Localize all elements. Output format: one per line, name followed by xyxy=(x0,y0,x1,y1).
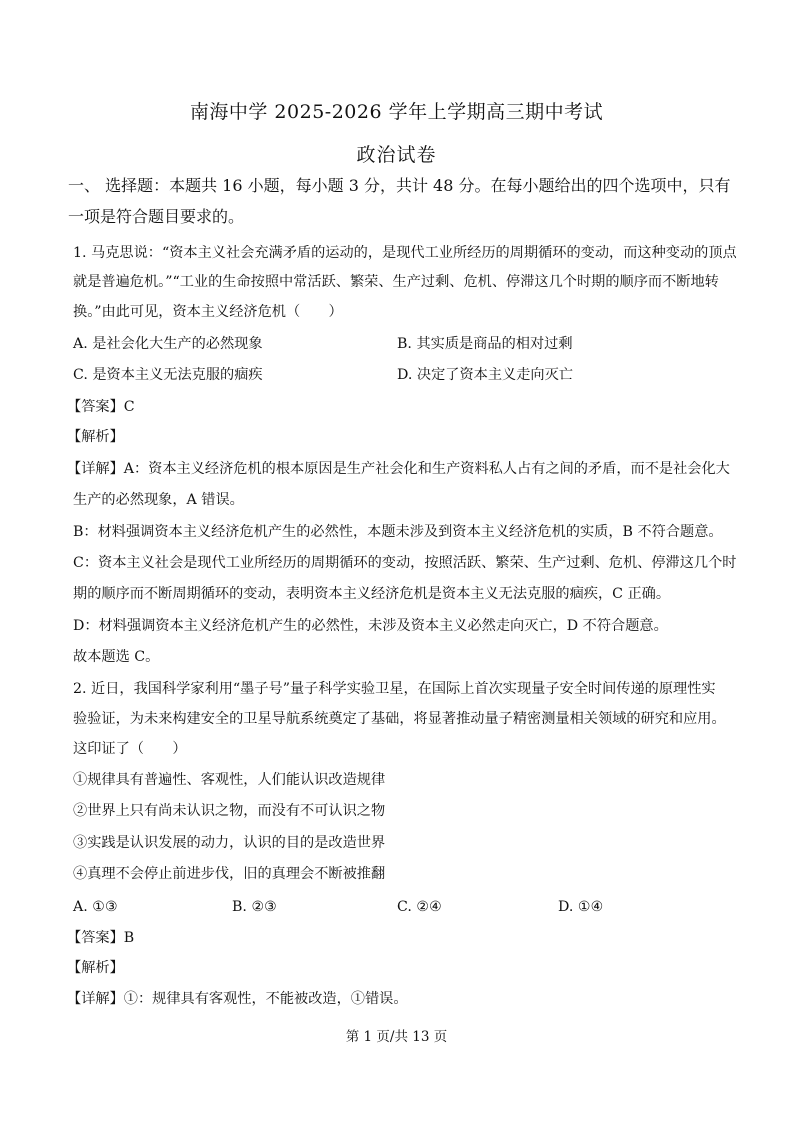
q1-detail-line3: B：材料强调资本主义经济危机产生的必然性，本题未涉及到资本主义经济危机的实质，B 不符合题意。 xyxy=(73,524,723,540)
page-number: 第 1 页/共 13 页 xyxy=(345,1029,448,1045)
q1-option-d: D. 决定了资本主义走向灭亡 xyxy=(397,367,573,383)
q1-stem-line3: 换。”由此可见，资本主义经济危机（ ） xyxy=(73,304,343,320)
exam-subtitle: 政治试卷 xyxy=(356,144,437,166)
q2-item-4: ④真理不会停止前进步伐，旧的真理会不断被推翻 xyxy=(73,866,386,882)
q1-stem-line2: 就是普遍危机。”“工业的生命按照中常活跃、繁荣、生产过剩、危机、停滞这几个时期的顺序而不断地转 xyxy=(73,274,719,290)
q2-item-2: ②世界上只有尚未认识之物，而没有不可认识之物 xyxy=(73,803,386,819)
section-instruction-line1: 一、 选择题：本题共 16 小题，每小题 3 分，共计 48 分。在每小题给出的四个选项中，只有 xyxy=(68,176,731,195)
q1-detail-line1: 【详解】A：资本主义经济危机的根本原因是生产社会化和生产资料私人占有之间的矛盾，而不是社会化大 xyxy=(67,461,730,477)
q2-option-a: A. ①③ xyxy=(73,899,118,915)
q2-stem-line2: 验验证，为未来构建安全的卫星导航系统奠定了基础，将显著推动量子精密测量相关领域的研究和应用。 xyxy=(73,711,726,727)
q1-analysis-label: 【解析】 xyxy=(67,429,124,445)
q2-option-b: B. ②③ xyxy=(232,899,277,915)
q1-conclusion: 故本题选 C。 xyxy=(73,649,160,665)
q2-analysis-label: 【解析】 xyxy=(67,960,124,976)
q2-item-1: ①规律具有普遍性、客观性，人们能认识改造规律 xyxy=(73,772,386,788)
q1-stem-line1: 1. 马克思说：“资本主义社会充满矛盾的运动的，是现代工业所经历的周期循环的变动，而这种变动的顶点 xyxy=(73,245,737,261)
q1-detail-line5: 期的顺序而不断周期循环的变动，表明资本主义经济危机是资本主义无法克服的痼疾，C 正确。 xyxy=(73,586,671,602)
q2-option-c: C. ②④ xyxy=(397,899,442,915)
q2-detail-line1: 【详解】①：规律具有客观性，不能被改造，①错误。 xyxy=(67,991,408,1007)
exam-title: 南海中学 2025-2026 学年上学期高三期中考试 xyxy=(189,101,604,123)
q2-option-d: D. ①④ xyxy=(558,899,604,915)
q1-option-a: A. 是社会化大生产的必然现象 xyxy=(73,336,263,352)
q1-detail-line2: 生产的必然现象，A 错误。 xyxy=(73,492,244,508)
q1-option-b: B. 其实质是商品的相对过剩 xyxy=(397,336,573,352)
q1-detail-line6: D：材料强调资本主义经济危机产生的必然性，未涉及资本主义必然走向灭亡，D 不符合题意。 xyxy=(73,618,668,634)
q1-option-c: C. 是资本主义无法克服的痼疾 xyxy=(73,367,263,383)
section-instruction-line2: 一项是符合题目要求的。 xyxy=(68,207,245,226)
q1-detail-line4: C：资本主义社会是现代工业所经历的周期循环的变动，按照活跃、繁荣、生产过剩、危机、停滞这几个时 xyxy=(73,555,737,571)
q1-answer: 【答案】C xyxy=(67,399,135,415)
q2-answer: 【答案】B xyxy=(67,930,135,946)
q2-stem-line3: 这印证了（ ） xyxy=(73,741,187,757)
q2-item-3: ③实践是认识发展的动力，认识的目的是改造世界 xyxy=(73,835,386,851)
q2-stem-line1: 2. 近日，我国科学家利用“墨子号”量子科学实验卫星，在国际上首次实现量子安全时间传递的原理性实 xyxy=(73,681,716,697)
